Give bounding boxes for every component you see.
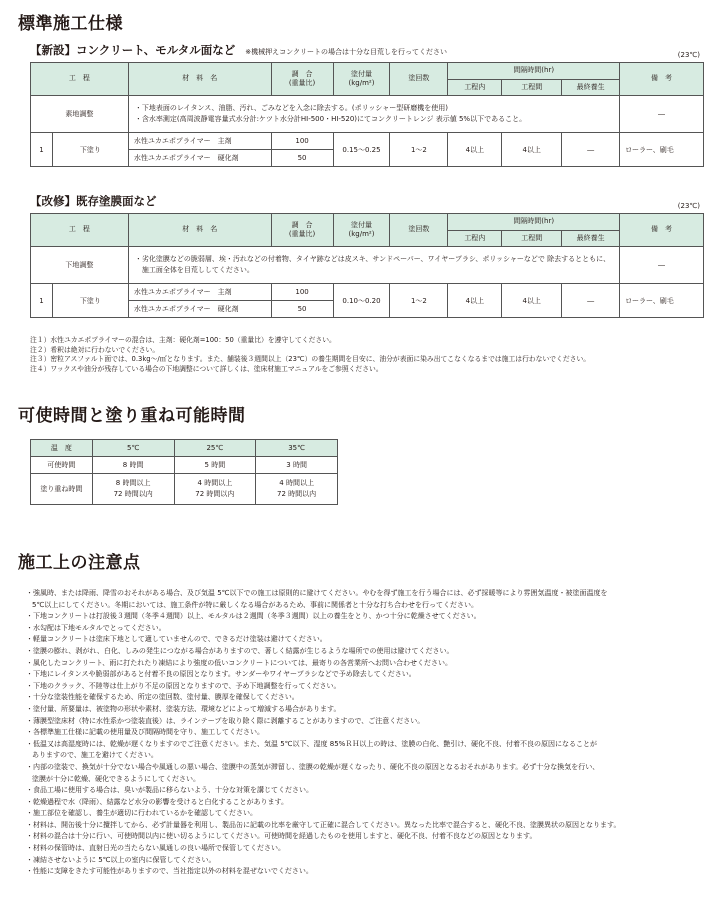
caution-line: ・施工部位を確認し、養生が適切に行われているかを確認してください。	[26, 809, 257, 818]
caution-line-continued: 塗膜が十分に乾燥、硬化できるようにしてください。	[32, 774, 200, 783]
caution-item	[26, 762, 716, 785]
recoat-35c	[256, 474, 338, 505]
caution-line: ・塗付量、所要量は、被塗物の形状や素材、塗装方法、環境などによって増減する場合があります。	[26, 704, 341, 713]
header-interval-between: 工程間	[502, 80, 562, 96]
caution-line: ・乾燥過程で水（降雨）、結露など水分の影響を受けると白化することがあります。	[26, 797, 288, 806]
header-remarks: 備 考	[620, 214, 704, 247]
footnote-3: 注３）密粒アスファルト面では、0.3kg〜/㎡となります。また、舗装後３週間以上（23℃）の養生期間を目安に、油分が表面に染み出てこなくなるまでは施工は行わないでください。	[30, 355, 591, 364]
caution-item	[26, 820, 716, 832]
material-main-agent: 水性ユカエポプライマー 主剤	[128, 133, 271, 150]
step-coverage: 0.10〜0.20	[333, 284, 390, 318]
caution-line: ・薄膜型塗床材（特に水性系かつ塗装直後）は、ラインテープを取り除く際に剥離することがありますので、ご注意ください。	[26, 716, 425, 725]
recoat-5c-min: 8 時間以上	[115, 479, 151, 488]
header-mix	[271, 214, 333, 247]
caution-item	[26, 704, 716, 716]
page-title: 標準施工仕様	[18, 14, 123, 34]
new-spec-table	[30, 62, 704, 167]
prep-label: 下地調整	[31, 247, 129, 284]
pot-life-title: 可使時間と塗り重ね可能時間	[18, 406, 246, 426]
recoat-5c	[92, 474, 174, 505]
caution-line: ・材料の混合は十分に行い、可使時間以内に使い切るようにしてください。可使時間を経過したものを使用しますと、硬化不良、付着不良などの原因となります。	[26, 832, 537, 841]
caution-line: ・下地のクラック、不陸等は仕上がり不足の原因となりますので、予め下地調整を行ってください。	[26, 681, 341, 690]
header-material: 材 料 名	[128, 63, 271, 96]
caution-line: ・低温又は高湿度時には、乾燥が遅くなりますのでご注意ください。また、気温 5℃以下、湿度 85%ＲＨ以上の時は、塗膜の白化、艶引け、硬化不良、付着不良の原因になることが	[26, 739, 598, 748]
caution-line: ・食品工場に使用する場合は、臭いが製品に移らないよう、十分な対策を講じてください。	[26, 786, 313, 795]
recoat-35c-min: 4 時間以上	[279, 479, 314, 488]
header-process: 工 程	[31, 214, 129, 247]
cautions-title: 施工上の注意点	[18, 553, 141, 573]
caution-line: ・各標準施工仕様に記載の使用量及び間隔時間を守り、施工してください。	[26, 728, 264, 737]
header-coverage	[333, 63, 390, 96]
ratio-main-agent: 100	[271, 284, 333, 301]
caution-line: ・強風時、または降雨、降雪のおそれがある場合、及び気温 5℃以下での施工は原則的に避けてください。やむを得ず施工を行う場合には、必ず採暖等により雰囲気温度・被塗面温度を	[26, 589, 608, 597]
step-interval-between: 4以上	[502, 133, 562, 167]
pot-header-35c: 35℃	[256, 440, 338, 457]
step-remarks: ローラー、刷毛	[620, 284, 704, 318]
prep-line-1: ・下地表面のレイタンス、油脂、汚れ、ごみなどを入念に除去する。(ポリッシャー型研磨機を使用)	[134, 103, 448, 112]
header-coverage	[333, 214, 390, 247]
caution-list	[26, 588, 716, 878]
ratio-hardener: 50	[271, 150, 333, 167]
caution-item	[26, 866, 716, 878]
header-mix-label: 調 合	[291, 220, 313, 229]
caution-item	[26, 658, 716, 670]
caution-line: ・風化したコンクリート、雨に打たれたり凍結により強度の低いコンクリートについては、最寄りの各営業所へお問い合わせください。	[26, 658, 452, 667]
footnote-1: 注１）水性ユカエポプライマーの混合は、主剤：硬化剤=100：50（重量比）を遵守してください。	[30, 336, 336, 344]
pot-header-25c: 25℃	[174, 440, 256, 457]
pot-life-label: 可使時間	[31, 457, 93, 474]
prep-description	[128, 247, 619, 284]
caution-line: ・材料は、開缶後十分に攪拌してから、必ず計量器を利用し、製品缶に記載の比率を厳守して正確に混合してください。異なった比率で混合すると、硬化不良、塗膜異状の原因となります。	[26, 820, 621, 829]
recoat-25c-min: 4 時間以上	[197, 479, 233, 488]
caution-line-continued: 5℃以上にしてください。冬期においては、施工条件が特に厳しくなる場合があるため、事前に関係者と十分な打ち合わせを行ってください。	[32, 600, 479, 609]
pot-life-5c: 8 時間	[92, 457, 174, 474]
header-remarks: 備 考	[620, 63, 704, 96]
caution-line: ・凍結させないように 5℃以上の室内に保管してください。	[26, 855, 216, 864]
header-mix-label: 調 合	[291, 69, 313, 78]
header-interval-final: 最終養生	[562, 80, 620, 96]
new-section-temperature: (23℃)	[677, 51, 700, 59]
prep-description	[128, 96, 619, 133]
caution-item	[26, 669, 716, 681]
header-material: 材 料 名	[128, 214, 271, 247]
caution-item	[26, 588, 716, 611]
caution-item	[26, 727, 716, 739]
step-interval-in: 4以上	[448, 284, 502, 318]
step-number: 1	[31, 133, 53, 167]
step-coverage: 0.15〜0.25	[333, 133, 390, 167]
new-section-title-text: 【新設】コンクリート、モルタル面など	[30, 43, 236, 57]
prep-label: 素地調整	[31, 96, 129, 133]
caution-item	[26, 611, 716, 623]
prep-line-2: ・含水率測定(高周波静電容量式水分計:ケツト水分計HI-500・HI-520)にてコンクリートレンジ 表示値 5%以下であること。	[134, 115, 527, 123]
material-hardener: 水性ユカエポプライマー 硬化剤	[128, 150, 271, 167]
header-coats: 塗回数	[390, 214, 448, 247]
footnote-2: 注２）希釈は絶対に行わないでください。	[30, 345, 160, 354]
caution-line: ・十分な塗装性能を確保するため、所定の塗回数、塗付量、膜厚を確保してください。	[26, 693, 299, 702]
caution-line: ・性能に支障をきたす可能性がありますので、当社指定以外の材料を混ぜないでください。	[26, 867, 313, 876]
material-main-agent: 水性ユカエポプライマー 主剤	[128, 284, 271, 301]
caution-line: ・塗膜の膨れ、剥がれ、白化、しみの発生につながる場合がありますので、著しく結露が生じるような場所での使用は避けてください。	[26, 646, 454, 655]
step-name: 下塗り	[52, 284, 128, 318]
header-interval-in: 工程内	[448, 80, 502, 96]
caution-item	[26, 681, 716, 693]
caution-line: ・軽量コンクリートは塗床下地として適していませんので、できるだけ塗装は避けてください。	[26, 635, 327, 644]
step-coats: 1〜2	[390, 284, 448, 318]
header-process: 工 程	[31, 63, 129, 96]
caution-item	[26, 739, 716, 762]
pot-header-temperature: 温 度	[31, 440, 93, 457]
caution-line: ・水勾配は下地モルタルでとってください。	[26, 623, 166, 632]
caution-item	[26, 843, 716, 855]
recoat-25c-max: 72 時間以内	[195, 490, 235, 498]
caution-item	[26, 855, 716, 867]
prep-remarks: ―	[620, 247, 704, 284]
recoat-5c-max: 72 時間以内	[113, 490, 153, 498]
repair-spec-table	[30, 213, 704, 318]
footnotes	[30, 336, 710, 374]
caution-item	[26, 785, 716, 797]
prep-remarks: ―	[620, 96, 704, 133]
caution-line: ・下地コンクリートは打設後３週間（冬季４週間）以上、モルタルは２週間（冬季３週間）以上の養生をとり、かつ十分に乾燥させてください。	[26, 612, 481, 621]
step-number: 1	[31, 284, 53, 318]
step-interval-between: 4以上	[502, 284, 562, 318]
caution-item	[26, 797, 716, 809]
caution-item	[26, 808, 716, 820]
header-interval-final: 最終養生	[562, 231, 620, 247]
header-coverage-label: 塗付量	[350, 220, 372, 229]
caution-item	[26, 623, 716, 635]
caution-item	[26, 831, 716, 843]
header-mix-sub: (重量比)	[288, 230, 316, 238]
header-coverage-sub: (kg/m²)	[348, 230, 375, 238]
repair-section-temperature: (23℃)	[677, 202, 700, 210]
header-coverage-label: 塗付量	[350, 69, 372, 78]
header-mix	[271, 63, 333, 96]
header-interval: 間隔時間(hr)	[448, 63, 620, 80]
material-hardener: 水性ユカエポプライマー 硬化剤	[128, 301, 271, 318]
caution-line-continued: ありますので、施工を避けてください。	[32, 751, 158, 760]
header-interval: 間隔時間(hr)	[448, 214, 620, 231]
new-section-title	[30, 42, 447, 58]
caution-item	[26, 716, 716, 728]
ratio-main-agent: 100	[271, 133, 333, 150]
recoat-25c	[174, 474, 256, 505]
pot-life-table	[30, 439, 338, 505]
header-coats: 塗回数	[390, 63, 448, 96]
repair-section-title: 【改修】既存塗膜面など	[30, 194, 157, 208]
header-interval-in: 工程内	[448, 231, 502, 247]
step-coats: 1〜2	[390, 133, 448, 167]
ratio-hardener: 50	[271, 301, 333, 318]
caution-item	[26, 692, 716, 704]
pot-life-25c: 5 時間	[174, 457, 256, 474]
header-interval-between: 工程間	[502, 231, 562, 247]
caution-line: ・材料の保管時は、直射日光の当たらない風通しの良い場所で保管してください。	[26, 844, 285, 853]
caution-item	[26, 634, 716, 646]
step-interval-final: ―	[562, 133, 620, 167]
caution-line: ・内部の塗装で、換気が十分でない場合や風通しの悪い場合、塗膜中の蒸気が滞留し、塗膜の乾燥が遅くなったり、硬化不良の原因となるおそれがあります。必ず十分な換気を行い、	[26, 762, 600, 771]
caution-line: ・下地にレイタンスや脆弱部があると付着不良の原因となります。サンダーやワイヤーブラシなどで予め除去してください。	[26, 670, 416, 679]
pot-life-35c: 3 時間	[256, 457, 338, 474]
recoat-35c-max: 72 時間以内	[277, 490, 317, 498]
pot-header-5c: 5℃	[92, 440, 174, 457]
prep-line-2: 施工面全体を目荒ししてください。	[134, 266, 254, 274]
header-mix-sub: (重量比)	[288, 79, 316, 87]
new-section-note: ※機械押えコンクリートの場合は十分な目荒しを行ってください	[245, 48, 448, 56]
prep-line-1: ・劣化塗膜などの脆弱層、埃・汚れなどの付着物、タイヤ跡などは皮スキ、サンドペーパー、ワイヤーブラシ、ポリッシャーなどで 除去するとともに、	[134, 254, 611, 263]
step-name: 下塗り	[52, 133, 128, 167]
caution-item	[26, 646, 716, 658]
footnote-4: 注４）ワックスや油分が残存している場合の下地調整について詳しくは、塗床材施工マニュアルをご参照ください。	[30, 364, 383, 373]
step-interval-in: 4以上	[448, 133, 502, 167]
header-coverage-sub: (kg/m²)	[348, 79, 375, 87]
recoat-label: 塗り重ね時間	[31, 474, 93, 505]
step-remarks: ローラー、刷毛	[620, 133, 704, 167]
step-interval-final: ―	[562, 284, 620, 318]
